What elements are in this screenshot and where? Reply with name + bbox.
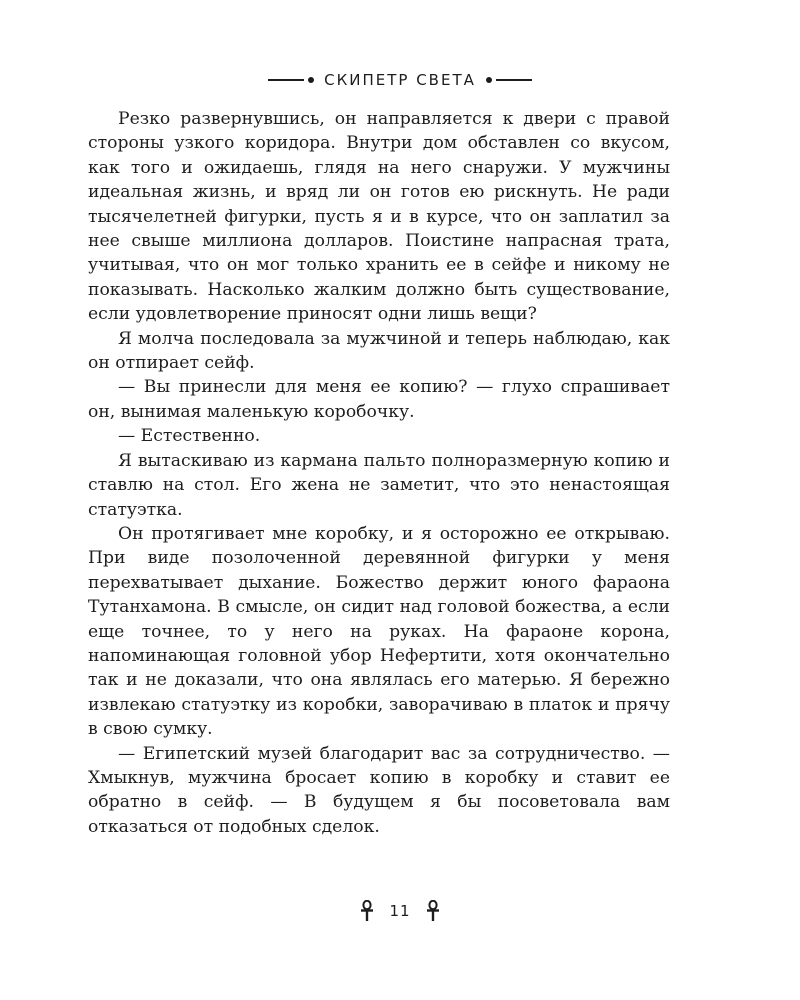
- paragraph: Резко развернувшись, он направляется к двери с правой стороны узкого коридора. Внутри дом обставлен со вкусом, как того и ожидаешь, глядя на него снаружи. У мужчины идеальная жизнь, и вряд ли он готов ею рискнуть. Не ради тысячелетней фигурки, пусть я и в курсе, что он заплатил за нее свыше миллиона долларов. Поистине напрасная трата, учитывая, что он мог только хранить ее в сейфе и никому не показывать. Насколько жалким должно быть существование, если удовлетворение приносят одни лишь вещи?: [88, 109, 670, 325]
- book-title: СКИПЕТР СВЕТА: [324, 71, 476, 89]
- running-header: [0, 66, 800, 94]
- ankh-icon: [359, 900, 375, 922]
- paragraph: — Египетский музей благодарит вас за сотрудничество. — Хмыкнув, мужчина бросает копию в коробку и ставит ее обратно в сейф. — В будущем я бы посоветовала вам отказаться от подобных сделок.: [88, 743, 670, 837]
- header-dot-left: [308, 77, 314, 83]
- paragraph: — Естественно.: [118, 426, 261, 447]
- paragraph: Он протягивает мне коробку, и я осторожно ее открываю. При виде позолоченной деревянной фигурки у меня перехватывает дыхание. Божество держит юного фараона Тутанхамона. В смысле, он сидит над головой божества, а если еще точнее, то у него на руках. На фараоне корона, напоминающая головной убор Нефертити, хотя окончательно так и не доказали, что она являлась его матерью. Я бережно извлекаю статуэтку из коробки, заворачиваю в платок и прячу в свою сумку.: [88, 523, 670, 740]
- page-footer: [0, 898, 800, 924]
- paragraph: Я молча последовала за мужчиной и теперь наблюдаю, как он отпирает сейф.: [88, 328, 670, 374]
- header-rule-left: [268, 79, 304, 81]
- paragraph: — Вы принесли для меня ее копию? — глухо спрашивает он, вынимая маленькую коробочку.: [88, 377, 670, 422]
- header-dot-right: [486, 77, 492, 83]
- paragraph: Я вытаскиваю из кармана пальто полноразмерную копию и ставлю на стол. Его жена не заметит, что это ненастоящая статуэтка.: [88, 450, 670, 520]
- page-number: 11: [389, 902, 411, 920]
- body-text: [88, 107, 670, 839]
- header-rule-right: [496, 79, 532, 81]
- ankh-icon: [425, 900, 441, 922]
